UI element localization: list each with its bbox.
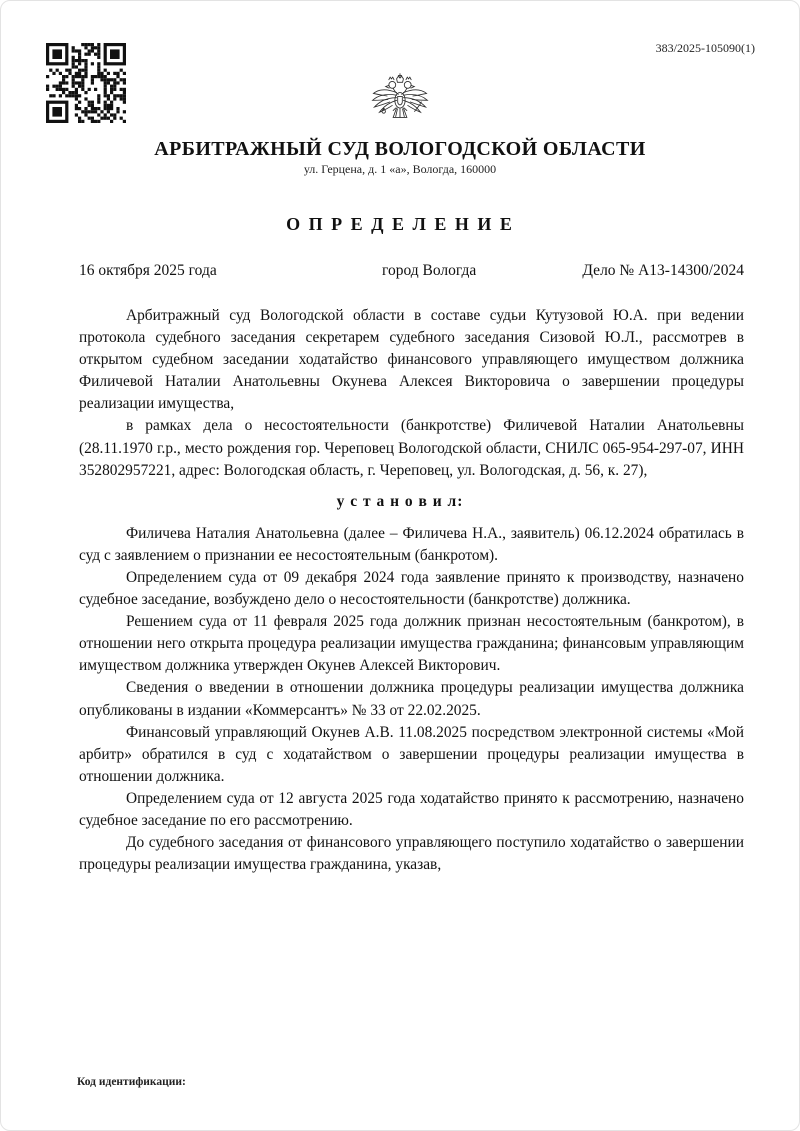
document-title: О П Р Е Д Е Л Е Н И Е <box>286 214 514 234</box>
date-row <box>79 262 744 284</box>
paragraph: Определением суда от 12 августа 2025 года ходатайство принято к рассмотрению, назначено судебное заседание по его рассмотрению. <box>79 789 744 829</box>
paragraph: Решением суда от 11 февраля 2025 года должник признан несостоятельным (банкротом), в отношении него открыта процедура реализации имущества гражданина; финансовым управляющим имуществом должника утвержден Окунев Алексей Викторович. <box>79 613 744 675</box>
paragraph: в рамках дела о несостоятельности (банкротстве) Филичевой Наталии Анатольевны (28.11.1970 г.р., место рождения гор. Череповец Вологодской области, СНИЛС 065-954-297-07, ИНН 352802957221, адрес: Вологодская область, г. Череповец, ул. Вологодская, д. 56, к. 27), <box>79 417 744 479</box>
resolution-word: у с т а н о в и л: <box>336 492 464 510</box>
court-address: ул. Герцена, д. 1 «а», Вологда, 160000 <box>303 162 497 176</box>
hearing-date: 16 октября 2025 года <box>79 262 217 279</box>
hearing-city: город Вологда <box>382 262 477 279</box>
qr-code-icon <box>46 43 126 123</box>
paragraph: Филичева Наталия Анатольевна (далее – Филичева Н.А., заявитель) 06.12.2024 обратилась в суд с заявлением о признании ее несостоятельным (банкротом). <box>79 524 744 564</box>
paragraph: Определением суда от 09 декабря 2024 года заявление принято к производству, назначено судебное заседание, возбуждено дело о несостоятельности (банкротстве) должника. <box>79 568 744 609</box>
paragraph: Финансовый управляющий Окунев А.В. 11.08.2025 посредством электронной системы «Мой арбитр» обратился в суд с ходатайством о завершении процедуры реализации имущества в отношении должника. <box>79 723 744 785</box>
paragraph: Сведения о введении в отношении должника процедуры реализации имущества должника опубликованы в издании «Коммерсантъ» № 33 от 22.02.2025. <box>79 679 744 719</box>
paragraph: До судебного заседания от финансового управляющего поступило ходатайство о завершении процедуры реализации имущества гражданина, указав, <box>79 834 744 874</box>
coat-of-arms-icon <box>370 71 430 133</box>
body-paragraphs <box>79 523 744 877</box>
identification-code-label: Код идентификации: <box>77 1076 186 1088</box>
paragraph: Арбитражный суд Вологодской области в составе судьи Кутузовой Ю.А. при ведении протокола судебного заседания секретарем судебного заседания Сизовой Ю.Л., рассмотрев в открытом судебном заседании ходатайство финансового управляющего имуществом должника Филичевой Наталии Анатольевны Окунева Алексея Викторовича о завершении процедуры реализации имущества, <box>79 307 744 413</box>
court-name: АРБИТРАЖНЫЙ СУД ВОЛОГОДСКОЙ ОБЛАСТИ <box>154 138 646 160</box>
case-number: Дело № А13-14300/2024 <box>582 262 744 279</box>
document-number: 383/2025-105090(1) <box>655 41 755 55</box>
intro-paragraphs <box>79 305 744 482</box>
